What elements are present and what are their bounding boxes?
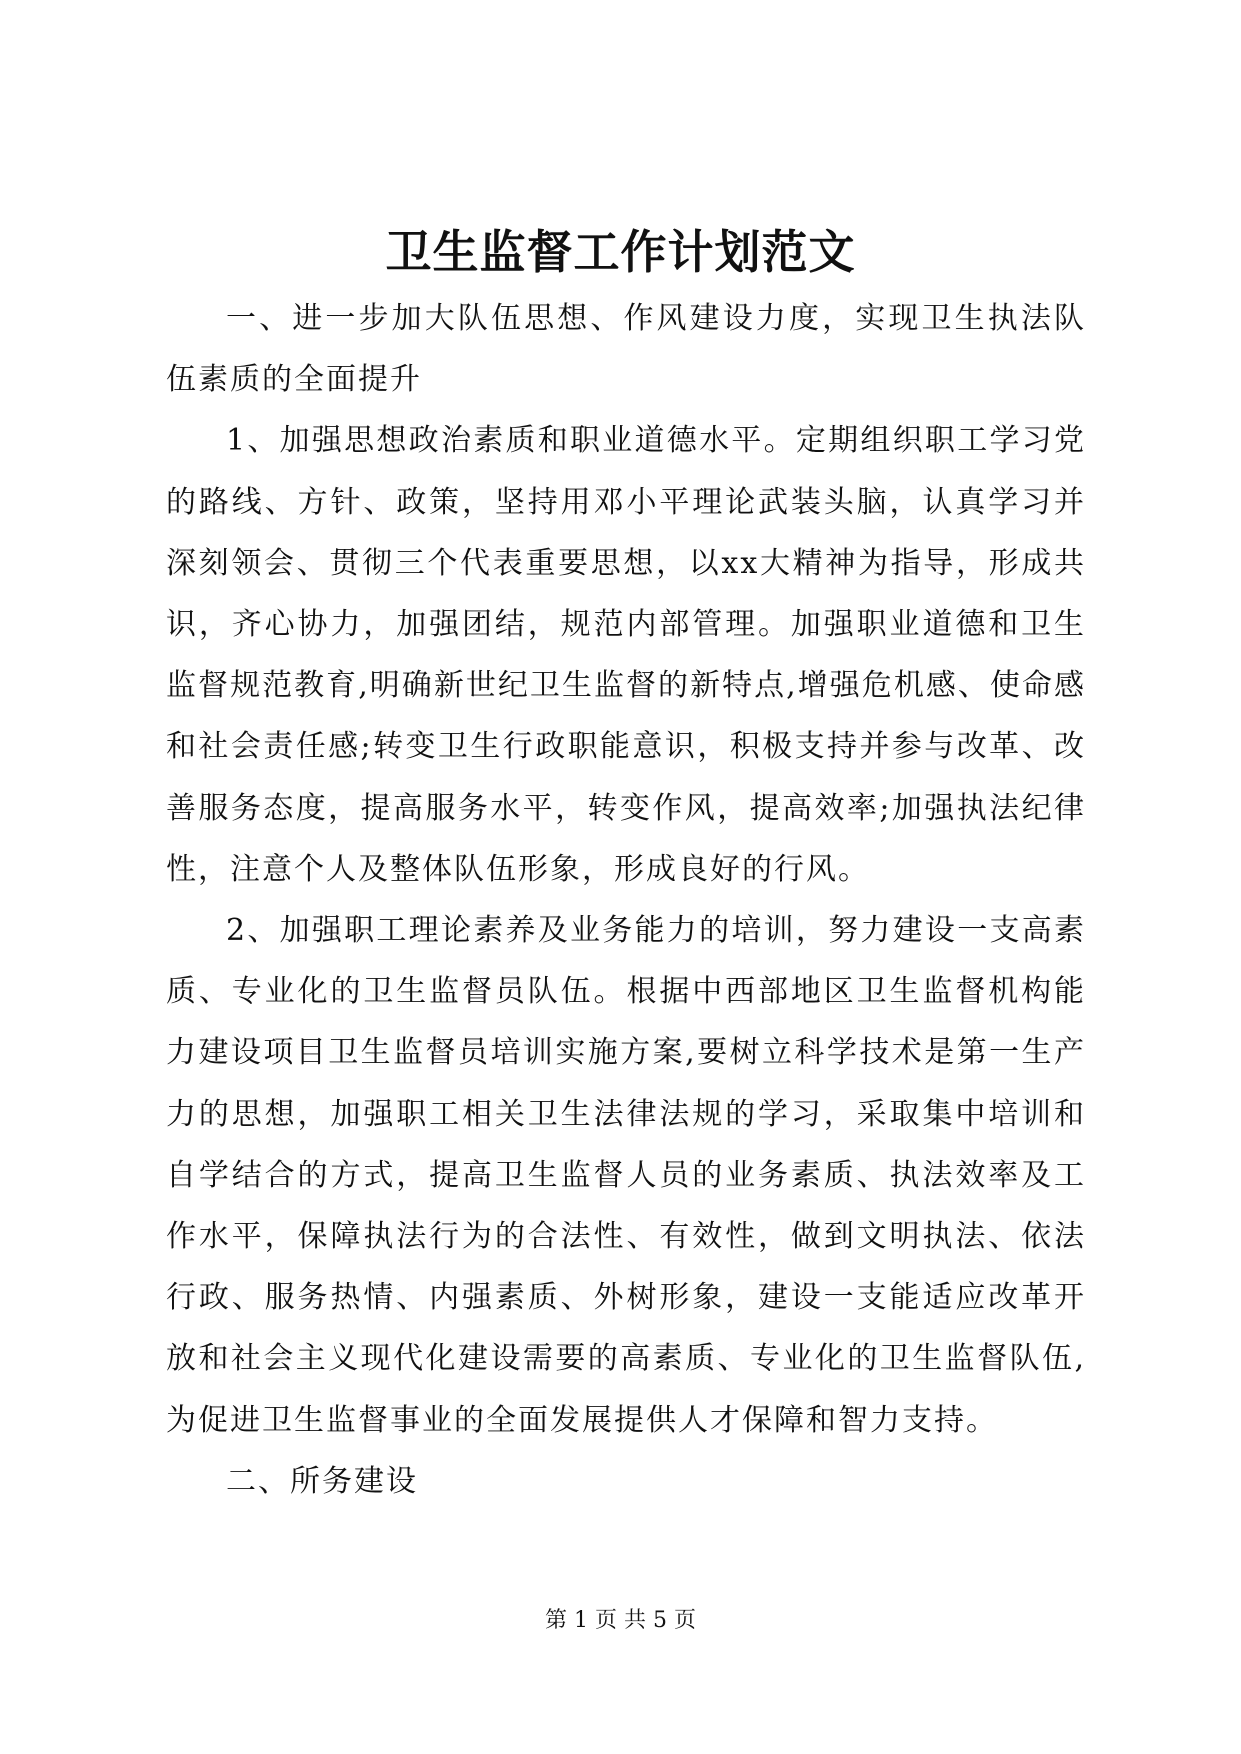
page-number-footer: 第 1 页 共 5 页 — [545, 1608, 696, 1633]
paragraph-2: 2、加强职工理论素养及业务能力的培训，努力建设一支高素质、专业化的卫生监督员队伍。根据中西部地区卫生监督机构能力建设项目卫生监督员培训实施方案,要树立科学技术是第一生产力的思想，加强职工相关卫生法律法规的学习，采取集中培训和自学结合的方式，提高卫生监督人员的业务素质、执法效率及工作水平，保障执法行为的合法性、有效性，做到文明执法、依法行政、服务热情、内强素质、外树形象，建设一支能适应改革开放和社会主义现代化建设需要的高素质、专业化的卫生监督队伍,为促进卫生监督事业的全面发展提供人才保障和智力支持。 — [166, 913, 1086, 1438]
paragraph-1: 1、加强思想政治素质和职业道德水平。定期组织职工学习党的路线、方针、政策，坚持用邓小平理论武装头脑，认真学习并深刻领会、贯彻三个代表重要思想，以xx大精神为指导，形成共识，齐心协力，加强团结，规范内部管理。加强职业道德和卫生监督规范教育,明确新世纪卫生监督的新特点,增强危机感、使命感和社会责任感;转变卫生行政职能意识，积极支持并参与改革、改善服务态度，提高服务水平，转变作风，提高效率;加强执法纪律性，注意个人及整体队伍形象，形成良好的行风。 — [166, 423, 1086, 887]
section-heading-2: 二、所务建设 — [226, 1463, 418, 1499]
document-body — [166, 288, 1086, 1512]
section-heading-1: 一、进一步加大队伍思想、作风建设力度，实现卫生执法队伍素质的全面提升 — [166, 301, 1086, 398]
document-title: 卫生监督工作计划范文 — [385, 225, 856, 279]
